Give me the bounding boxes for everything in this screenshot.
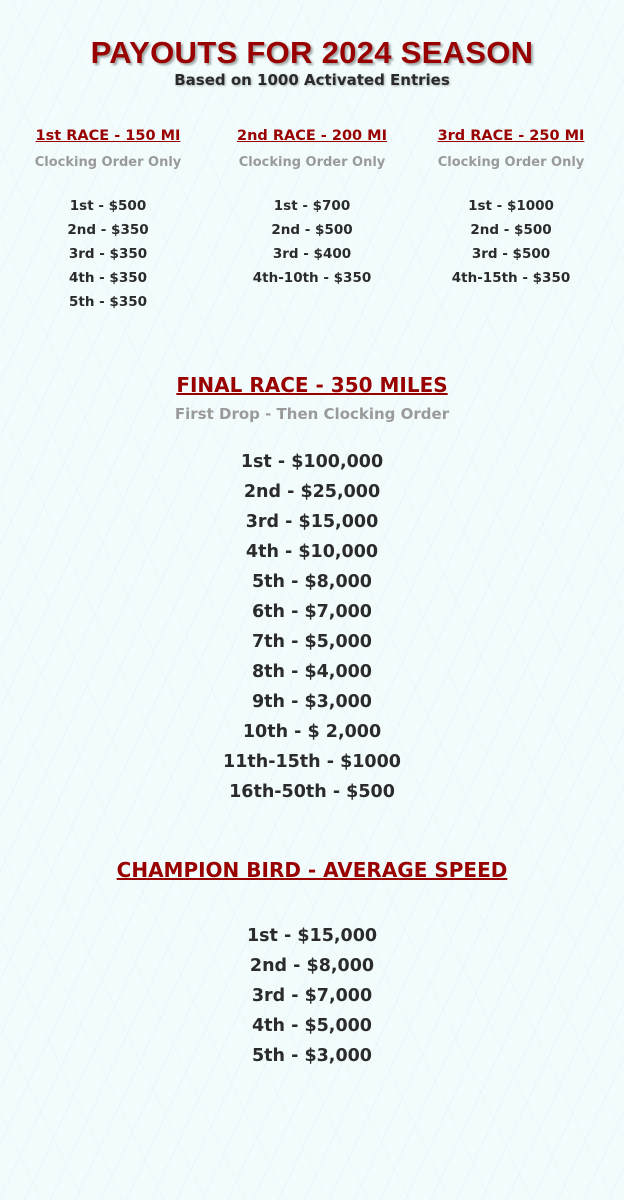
race-2-section [212,125,412,290]
payout-item: 3rd - $7,000 [251,986,373,1006]
payout-item: 4th-10th - $350 [252,270,372,286]
payout-item: 4th - $10,000 [245,542,379,562]
payout-item: 2nd - $8,000 [249,956,375,976]
payout-item: 7th - $5,000 [252,632,372,652]
race-2-title: 2nd RACE - 200 MI [236,128,388,144]
champion-payout-list [0,921,624,1071]
race-1-title: 1st RACE - 150 MI [35,128,181,144]
payout-item: 9th - $3,000 [252,692,372,712]
race-3-section [411,125,611,290]
race-3-title: 3rd RACE - 250 MI [437,128,585,144]
payout-item: 1st - $500 [69,198,147,214]
payout-item: 10th - $ 2,000 [242,722,382,742]
payout-item: 5th - $3,000 [252,1046,372,1066]
champion-bird-title: CHAMPION BIRD - AVERAGE SPEED [116,858,508,882]
payout-item: 6th - $7,000 [252,602,372,622]
payout-item: 3rd - $400 [272,246,352,262]
payout-item: 1st - $1000 [468,198,554,214]
final-race-title: FINAL RACE - 350 MILES [176,373,448,397]
payout-item: 5th - $8,000 [252,572,372,592]
payout-item: 2nd - $350 [67,222,149,238]
payout-item: 3rd - $500 [471,246,551,262]
payout-item: 2nd - $25,000 [243,482,381,502]
race-3-note: Clocking Order Only [437,155,585,170]
payout-item: 5th - $350 [68,294,148,310]
final-race-section [0,370,624,807]
payout-item: 8th - $4,000 [252,662,372,682]
payout-item: 1st - $700 [273,198,351,214]
payout-item: 1st - $15,000 [246,926,378,946]
payout-item: 4th - $350 [68,270,148,286]
payout-item: 4th - $5,000 [252,1016,372,1036]
payout-item: 3rd - $350 [68,246,148,262]
page-subtitle: Based on 1000 Activated Entries [174,71,450,89]
payout-item: 2nd - $500 [271,222,353,238]
payout-item: 2nd - $500 [470,222,552,238]
payout-item: 1st - $100,000 [240,452,384,472]
payout-item: 4th-15th - $350 [451,270,571,286]
race-1-payout-list [8,194,208,314]
payout-item: 3rd - $15,000 [245,512,379,532]
race-2-payout-list [212,194,412,290]
payout-item: 11th-15th - $1000 [223,752,401,772]
race-1-note: Clocking Order Only [34,155,182,170]
race-2-note: Clocking Order Only [238,155,386,170]
page-title: PAYOUTS FOR 2024 SEASON [90,35,534,70]
race-1-section [8,125,208,314]
final-race-note: First Drop - Then Clocking Order [174,405,450,423]
final-race-payout-list [0,447,624,807]
champion-bird-section [0,855,624,1071]
race-3-payout-list [411,194,611,290]
payout-item: 16th-50th - $500 [229,782,395,802]
